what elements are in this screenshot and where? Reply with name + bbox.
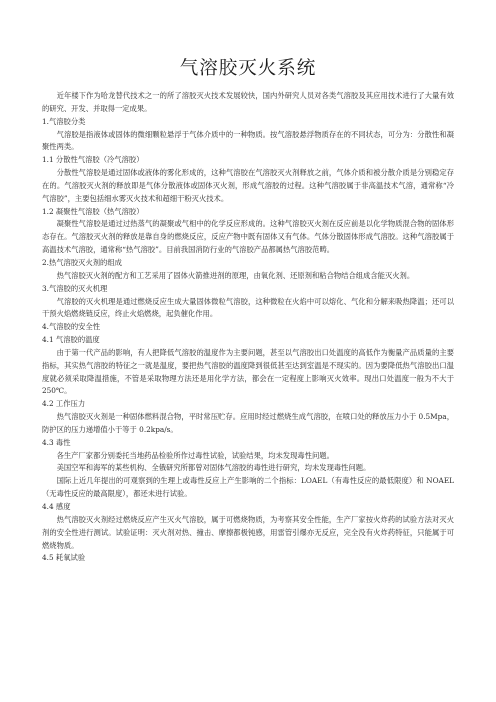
- section-heading: 3.气溶胶的灭火机理: [42, 283, 108, 293]
- section-heading: 4.5 耗氧试验: [42, 553, 86, 563]
- section-heading: 2.热气溶胶灭火剂的组成: [42, 257, 122, 267]
- paragraph: 各生产厂家都分别委托当地药品检验所作过毒性试验，试验结果，均未发现毒性问题。: [56, 450, 334, 460]
- section-heading: 4.1 气溶胶的温度: [42, 335, 100, 345]
- paragraph: 热气溶胶灭火剂的配方和工艺采用了固体火箭推进剂的原理，由氧化剂、还原剂和粘合物结合组成含能灭火剂。: [56, 270, 415, 280]
- paragraph: 由于第一代产品的影响，有人把降低气溶胶的温度作为主要问题，甚至以气溶胶出口处温度的高低作为衡量产品质量的主要指标，其实热气溶胶的特征之一就是温度，要把热气溶胶的温度降到很低甚至达到室温是不现实的。因为要降低热气溶胶出口温度就必须采取降温措施，不管是采取物理方法还是用化学方法，都会在一定程度上影响灭火效率。现出口处温度一般为不大于 250℃。: [42, 347, 454, 396]
- paragraph: 气溶胶是指液体或固体的微细颗粒悬浮于气体介质中的一种物质。按气溶胶悬浮物质存在的不同状态，可分为：分散性和凝聚性两类。: [42, 129, 454, 152]
- paragraph: 近年楼下作为哈龙替代技术之一的所了溶胶灭火技术发展较快，国内外研究人员对各类气溶胶及其应用技术进行了大量有效的研究、开发、并取得一定成果。: [42, 91, 454, 113]
- section-heading: 1.气溶胶分类: [42, 116, 86, 126]
- paragraph: 气溶胶的灭火机理是通过燃烧反应生成大量固体微粒气溶胶，这种微粒在火焰中可以熔化、气化和分解来吸热降温；还可以干预火焰燃烧链反应，终止火焰燃烧，起负催化作用。: [42, 296, 454, 319]
- paragraph: 国际上近几年提出的可观察到的生理上或毒性反应上产生影响的二个指标：LOAEL（有毒性反应的最低限度）和 NOAEL（无毒性反应的最高限度），都还未进行试验。: [42, 476, 454, 499]
- section-heading: 1.1 分散性气溶胶（冷气溶胶）: [42, 155, 144, 165]
- section-heading: 4.气溶胶的安全性: [42, 322, 101, 332]
- section-heading: 4.3 毒性: [42, 437, 71, 447]
- paragraph: 分散性气溶胶是通过固体或液体的雾化形成的，这种气溶胶在气溶胶灭火剂释放之前，气体介质和被分散介质是分别稳定存在的。气溶胶灭火剂的释放即是气体分散液体或固体灭火剂，形成气溶胶的过程。这种气溶胶属于非高温技术气溶，通常称“冷气溶胶”，主要包括细水雾灭火技术和超细干粉灭火技术。: [42, 168, 454, 203]
- section-heading: 1.2 凝聚性气溶胶（热气溶胶）: [42, 206, 144, 216]
- paragraph: 美国空军和海军的某些机构、全俄研究所都曾对固体气溶胶的毒性进行研究，均未发现毒性问题。: [56, 463, 371, 473]
- paragraph: 热气溶胶灭火剂是一种固体燃料混合物，平时常压贮存。应用时经过燃烧生成气溶胶，在喷口处的释放压力小于 0.5Mpa，防护区的压力递增值小于等于 0.2kpa/s。: [42, 412, 454, 434]
- paragraph: 凝聚性气溶胶是通过过热蒸气的凝聚或气相中的化学反应形成的。这种气溶胶灭火剂在反应前是以化学物质混合物的固体形态存在。气溶胶灭火剂的释放是靠自身的燃烧反应，反应产物中既有固体又有气体。气体分散固体形成气溶胶。这种气溶胶属于高温技术气溶胶，通常称“热气溶胶”。目前我国消防行业的气溶胶产品都属热气溶胶范畴。: [42, 219, 454, 255]
- document-title: 气溶胶灭火系统: [179, 58, 317, 79]
- document-body: [42, 90, 454, 565]
- paragraph: 热气溶胶灭火剂经过燃烧反应产生灭火气溶胶，属于可燃烧物质，为考察其安全性能，生产厂家按火炸药的试验方法对灭火剂的安全性进行测试。试验证明：灭火剂对热、撞击、摩擦都极钝感，用雷管引爆亦无反应，完全没有火炸药特征，只能属于可燃烧物质。: [42, 514, 454, 550]
- section-heading: 4.2 工作压力: [42, 399, 86, 409]
- section-heading: 4.4 感度: [42, 502, 71, 511]
